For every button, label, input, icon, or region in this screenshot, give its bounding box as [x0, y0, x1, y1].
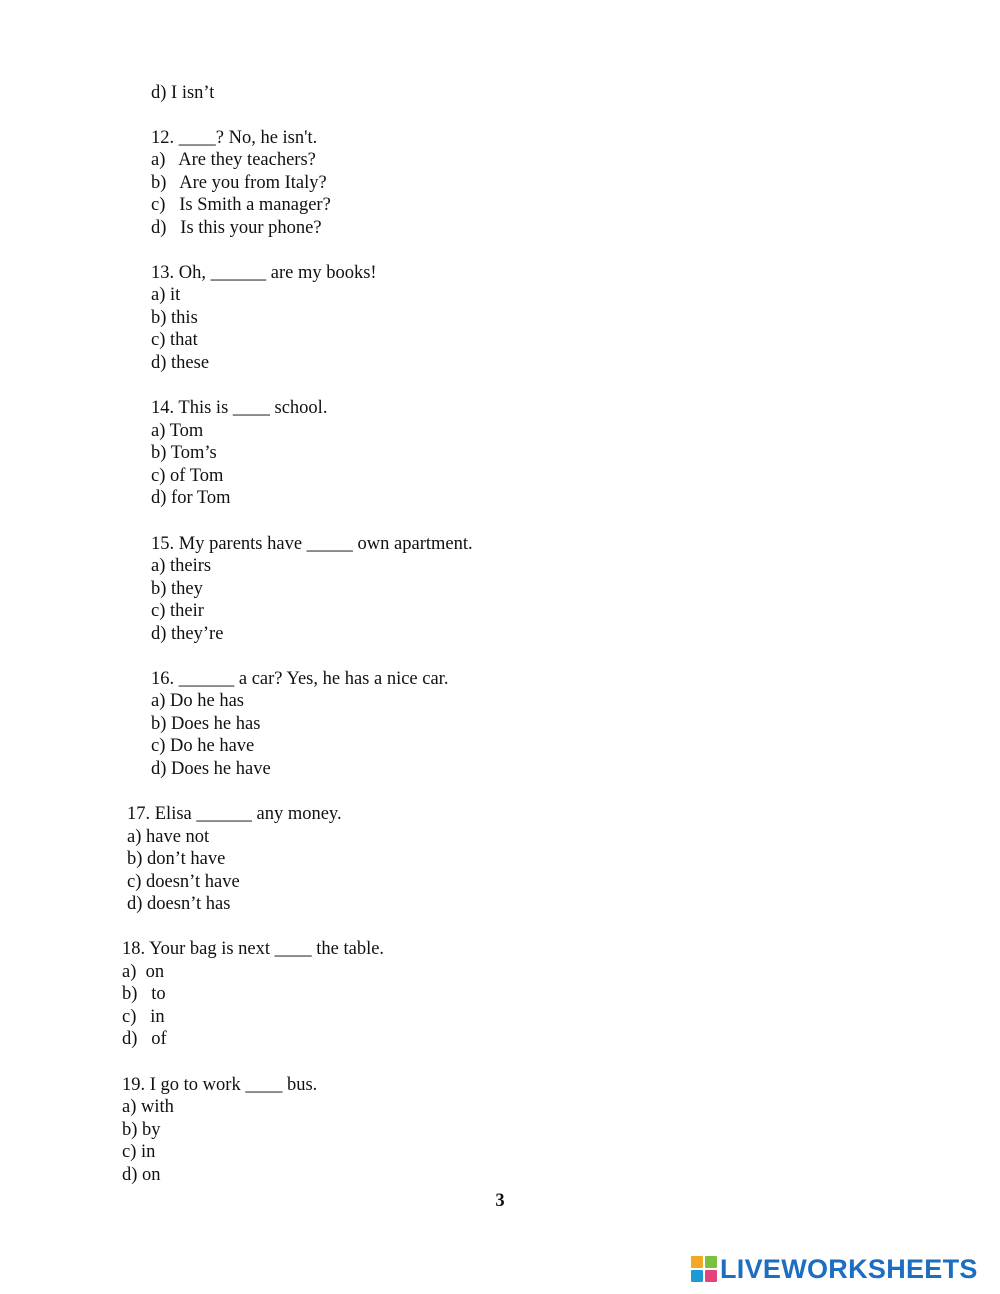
answer-option: d) of [122, 1029, 167, 1049]
answer-option: c) their [151, 601, 204, 621]
question-text: 19. I go to work ____ bus. [122, 1075, 318, 1095]
answer-option: a) on [122, 962, 165, 982]
answer-option: b) Tom’s [151, 443, 217, 463]
answer-option: b) to [122, 984, 166, 1004]
question-text: 12. ____? No, he isn't. [151, 128, 318, 148]
question-text: 17. Elisa ______ any money. [127, 804, 342, 824]
answer-option: d) doesn’t has [127, 894, 231, 914]
page-number: 3 [495, 1191, 505, 1211]
answer-option: c) in [122, 1142, 156, 1162]
answer-option: b) they [151, 579, 203, 599]
answer-option: a) with [122, 1097, 174, 1117]
answer-option: d) they’re [151, 624, 224, 644]
answer-option: d) I isn’t [151, 83, 215, 103]
logo-square [691, 1256, 703, 1268]
answer-option: a) theirs [151, 556, 212, 576]
question-text: 15. My parents have _____ own apartment. [151, 534, 473, 554]
question-text: 16. ______ a car? Yes, he has a nice car. [151, 669, 449, 689]
answer-option: c) that [151, 330, 198, 350]
question-text: 13. Oh, ______ are my books! [151, 263, 377, 283]
logo-square [705, 1270, 717, 1282]
question-text: 14. This is ____ school. [151, 398, 328, 418]
answer-option: b) this [151, 308, 198, 328]
answer-option: c) of Tom [151, 466, 224, 486]
answer-option: a) Tom [151, 421, 204, 441]
logo-square [705, 1256, 717, 1268]
answer-option: c) Is Smith a manager? [151, 195, 331, 215]
answer-option: d) for Tom [151, 488, 231, 508]
answer-option: a) have not [127, 827, 210, 847]
question-text: 18. Your bag is next ____ the table. [122, 939, 385, 959]
answer-option: c) doesn’t have [127, 872, 240, 892]
answer-option: a) it [151, 285, 181, 305]
answer-option: d) Is this your phone? [151, 218, 322, 238]
answer-option: b) Does he has [151, 714, 261, 734]
liveworksheets-logo [691, 1254, 978, 1284]
answer-option: d) on [122, 1165, 161, 1185]
answer-option: d) Does he have [151, 759, 271, 779]
answer-option: b) Are you from Italy? [151, 173, 327, 193]
logo-text: LIVEWORKSHEETS [720, 1253, 978, 1284]
logo-squares-icon [691, 1256, 717, 1282]
answer-option: d) these [151, 353, 210, 373]
answer-option: b) by [122, 1120, 161, 1140]
logo-square [691, 1270, 703, 1282]
answer-option: c) in [122, 1007, 165, 1027]
answer-option: c) Do he have [151, 736, 255, 756]
answer-option: a) Do he has [151, 691, 244, 711]
answer-option: b) don’t have [127, 849, 226, 869]
answer-option: a) Are they teachers? [151, 150, 316, 170]
